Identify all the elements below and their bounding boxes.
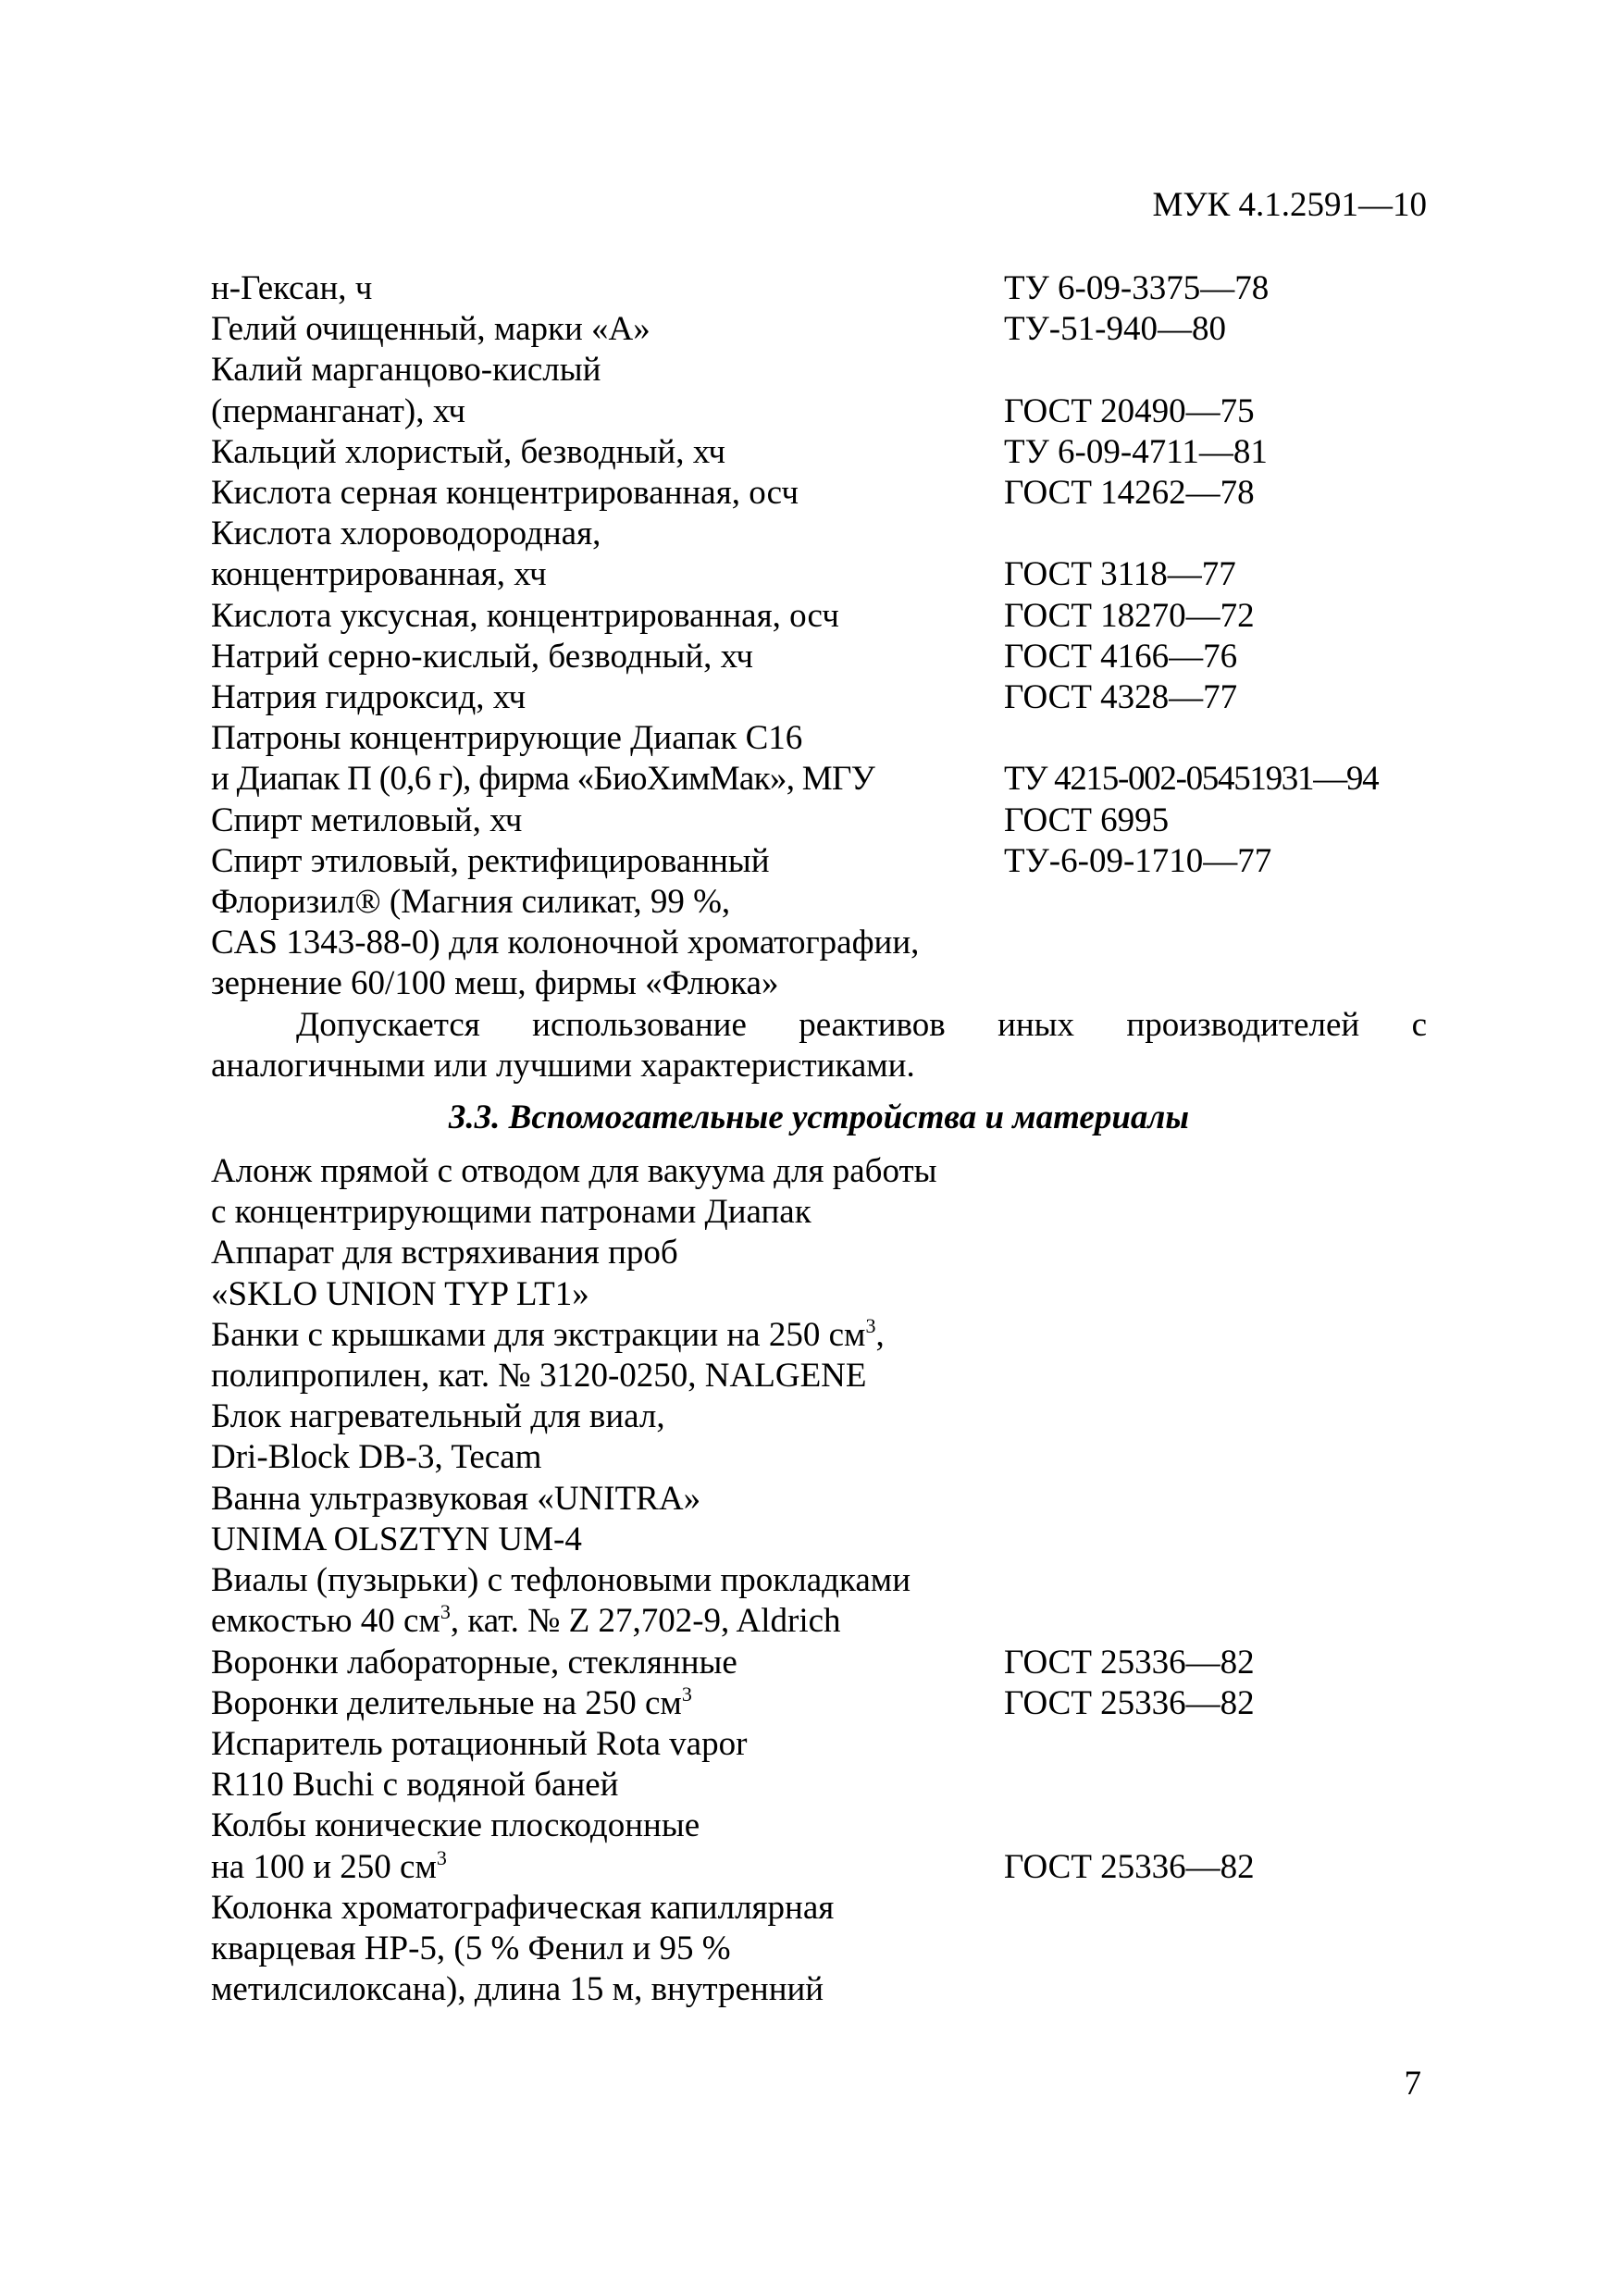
item-name-with-unit (211, 1683, 1004, 1724)
item-name: Спирт этиловый, ректифицированный (211, 841, 770, 880)
list-item (211, 1643, 1427, 1683)
list-item (211, 1520, 1427, 1560)
item-name-with-unit (211, 1315, 1004, 1356)
item-standard (1004, 1192, 1427, 1233)
page-number: 7 (1404, 2065, 1421, 2103)
list-item (211, 596, 1427, 637)
item-name: с концентрирующими патронами Диапак (211, 1193, 812, 1232)
superscript: 3 (865, 1313, 876, 1337)
item-standard: ГОСТ 4328—77 (1004, 678, 1238, 717)
item-name: метилсилоксана), длина 15 м, внутренний (211, 1970, 824, 2009)
item-name-with-unit (211, 1601, 1004, 1642)
item-standard (1004, 882, 1427, 923)
item-name: концентрированная, хч (211, 555, 547, 594)
item-name: Спирт метиловый, хч (211, 800, 523, 839)
list-item (211, 1929, 1427, 1969)
item-standard: ГОСТ 3118—77 (1004, 555, 1236, 594)
document-code-header: МУК 4.1.2591—10 (1152, 186, 1427, 224)
item-standard: ГОСТ 6995 (1004, 800, 1170, 839)
item-name: Кислота хлороводородная, (211, 515, 601, 553)
list-item (211, 1683, 1427, 1724)
list-item (211, 759, 1427, 800)
item-standard (1004, 1274, 1427, 1315)
list-item (211, 1724, 1427, 1765)
item-name: Виалы (пузырьки) с тефлоновыми прокладками (211, 1561, 911, 1600)
devices-list (211, 1151, 1427, 2010)
item-name: на 100 и 250 см (211, 1847, 437, 1886)
item-standard: ТУ-51-940—80 (1004, 310, 1226, 349)
item-standard (1004, 1437, 1427, 1478)
item-name: Dri-Block DB-3, Tecam (211, 1438, 542, 1477)
item-name: Алонж прямой с отводом для вакуума для работы (211, 1152, 937, 1191)
item-standard (1004, 1969, 1427, 2010)
item-standard: ГОСТ 18270—72 (1004, 596, 1255, 635)
item-standard: ГОСТ 20490—75 (1004, 391, 1255, 430)
list-item (211, 800, 1427, 841)
item-standard: ТУ 6-09-3375—78 (1004, 269, 1270, 307)
item-name: Аппарат для встряхивания проб (211, 1234, 678, 1272)
list-item (211, 923, 1427, 963)
list-item (211, 1315, 1427, 1356)
list-item (211, 1192, 1427, 1233)
list-item (211, 677, 1427, 718)
list-item (211, 1765, 1427, 1806)
item-standard (1004, 350, 1427, 391)
item-name: емкостью 40 см (211, 1602, 440, 1641)
item-name-with-unit (211, 1847, 1004, 1888)
item-name: Гелий очищенный, марки «А» (211, 310, 650, 349)
item-name: Калий марганцово-кислый (211, 351, 601, 390)
item-name-tail: , кат. № Z 27,702-9, Aldrich (450, 1602, 841, 1641)
item-name: и Диапак П (0,6 г), фирма «БиоХимМак», МГУ (211, 760, 875, 799)
list-item (211, 1560, 1427, 1601)
item-standard: ГОСТ 4166—76 (1004, 637, 1238, 676)
item-name: Натрий серно-кислый, безводный, хч (211, 637, 753, 676)
page-content (211, 268, 1427, 2010)
item-name: CAS 1343-88-0) для колоночной хроматографии, (211, 924, 920, 962)
item-standard (1004, 1765, 1427, 1806)
item-name: Испаритель ротационный Rota vapor (211, 1724, 748, 1763)
item-standard (1004, 1601, 1427, 1642)
item-standard (1004, 718, 1427, 759)
item-standard (1004, 1479, 1427, 1520)
item-standard (1004, 1806, 1427, 1846)
list-item (211, 718, 1427, 759)
item-name: UNIMA OLSZTYN UM-4 (211, 1520, 582, 1558)
item-standard (1004, 1151, 1427, 1192)
item-name: R110 Buchi с водяной баней (211, 1766, 619, 1805)
list-item (211, 391, 1427, 432)
item-name: (перманганат), хч (211, 391, 465, 430)
item-name: Колбы конические плоскодонные (211, 1806, 700, 1845)
item-name: н-Гексан, ч (211, 269, 373, 307)
item-name: Кислота уксусная, концентрированная, осч (211, 596, 839, 635)
list-item (211, 963, 1427, 1004)
list-item (211, 1847, 1427, 1888)
item-name: Патроны концентрирующие Диапак С16 (211, 719, 803, 758)
item-name: зернение 60/100 меш, фирмы «Флюка» (211, 964, 779, 1003)
list-item (211, 1151, 1427, 1192)
list-item (211, 554, 1427, 595)
item-standard (1004, 923, 1427, 963)
item-name: Флоризил® (Магния силикат, 99 %, (211, 883, 731, 922)
item-standard: ТУ 4215-002-05451931—94 (1004, 760, 1379, 799)
item-standard (1004, 1356, 1427, 1396)
list-item (211, 514, 1427, 554)
item-standard (1004, 1724, 1427, 1765)
reagents-list (211, 268, 1427, 1005)
list-item (211, 268, 1427, 309)
list-item (211, 309, 1427, 350)
item-standard (1004, 1560, 1427, 1601)
item-standard: ТУ 6-09-4711—81 (1004, 432, 1268, 471)
item-name: кварцевая HP-5, (5 % Фенил и 95 % (211, 1929, 731, 1967)
list-item (211, 841, 1427, 882)
item-standard (1004, 1233, 1427, 1273)
item-name: Колонка хроматографическая капиллярная (211, 1888, 835, 1927)
item-name: «SKLO UNION TYP LT1» (211, 1274, 589, 1313)
item-standard: ГОСТ 25336—82 (1004, 1683, 1255, 1722)
list-item (211, 1806, 1427, 1846)
list-item (211, 1233, 1427, 1273)
item-name: Кальций хлористый, безводный, хч (211, 432, 725, 471)
list-item (211, 1356, 1427, 1396)
list-item (211, 473, 1427, 514)
item-standard (1004, 1315, 1427, 1356)
item-name: полипропилен, кат. № 3120-0250, NALGENE (211, 1357, 867, 1396)
item-name: Воронки делительные на 250 см (211, 1683, 682, 1722)
item-name: Воронки лабораторные, стеклянные (211, 1643, 737, 1682)
list-item (211, 1396, 1427, 1437)
section-heading: 3.3. Вспомогательные устройства и материалы (448, 1098, 1190, 1137)
list-item (211, 637, 1427, 677)
list-item (211, 1969, 1427, 2010)
item-standard: ГОСТ 25336—82 (1004, 1643, 1255, 1682)
item-standard (1004, 1888, 1427, 1929)
item-standard (1004, 514, 1427, 554)
list-item (211, 350, 1427, 391)
item-name: Кислота серная концентрированная, осч (211, 474, 799, 513)
item-standard (1004, 1929, 1427, 1969)
note-paragraph: Допускается использование реактивов иных производителей с аналогичными или лучшими характеристиками. (211, 1005, 1427, 1085)
item-name: Банки с крышками для экстракции на 250 см (211, 1315, 866, 1354)
list-item (211, 1479, 1427, 1520)
list-item (211, 1888, 1427, 1929)
item-standard (1004, 1520, 1427, 1560)
list-item (211, 1437, 1427, 1478)
list-item (211, 1601, 1427, 1642)
list-item (211, 432, 1427, 473)
item-name: Ванна ультразвуковая «UNITRA» (211, 1479, 701, 1518)
superscript: 3 (436, 1845, 447, 1869)
item-name: Натрия гидроксид, хч (211, 678, 527, 717)
superscript: 3 (681, 1682, 692, 1706)
item-standard: ТУ-6-09-1710—77 (1004, 841, 1272, 880)
item-standard (1004, 1396, 1427, 1437)
item-standard (1004, 963, 1427, 1004)
item-name-tail: , (875, 1315, 885, 1354)
list-item (211, 882, 1427, 923)
item-standard: ГОСТ 25336—82 (1004, 1847, 1255, 1886)
item-standard: ГОСТ 14262—78 (1004, 474, 1255, 513)
item-name: Блок нагревательный для виал, (211, 1397, 665, 1436)
superscript: 3 (440, 1600, 451, 1624)
list-item (211, 1274, 1427, 1315)
